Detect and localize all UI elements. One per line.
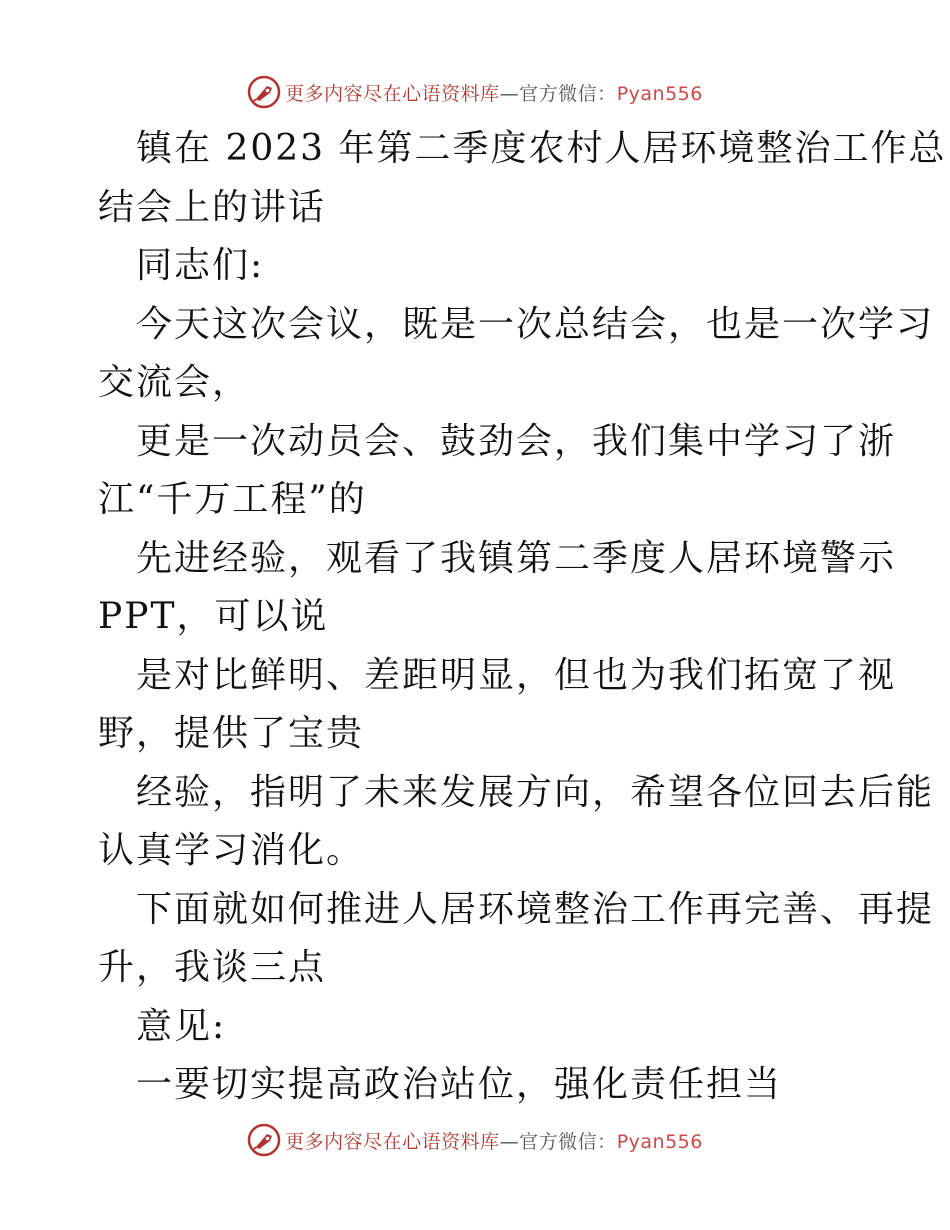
document-line: 升，我谈三点 <box>98 947 327 988</box>
document-line: 结会上的讲话 <box>98 186 327 228</box>
header-watermark <box>0 72 950 112</box>
pen-nib-logo-icon <box>247 1123 281 1157</box>
watermark-main-text: 更多内容尽在心语资料库 <box>285 1130 500 1153</box>
document-line: 是对比鲜明、差距明显，但也为我们拓宽了视 <box>136 654 897 696</box>
document-line: 经验，指明了未来发展方向，希望各位回去后能 <box>136 771 935 813</box>
document-line: 意见: <box>136 1005 227 1047</box>
watermark-wechat-id: Pyan556 <box>616 1130 703 1153</box>
document-line: 今天这次会议，既是一次总结会，也是一次学习 <box>136 303 935 345</box>
document-line: 镇在 2023 年第二季度农村人居环境整治工作总 <box>136 128 947 169</box>
pen-nib-logo-icon <box>247 75 281 109</box>
watermark-separator: — <box>499 82 520 105</box>
watermark-separator: — <box>499 1130 520 1153</box>
document-line: 江“千万工程”的 <box>98 479 367 520</box>
watermark-wechat-label: 官方微信： <box>519 82 617 105</box>
document-body <box>98 120 947 1115</box>
document-line: 下面就如何推进人居环境整治工作再完善、再提 <box>136 888 935 930</box>
footer-watermark <box>0 1120 950 1160</box>
document-line: 交流会， <box>98 362 251 403</box>
document-line: PPT，可以说 <box>98 596 329 637</box>
watermark-wechat-id: Pyan556 <box>616 82 703 105</box>
document-line: 同志们: <box>136 245 265 286</box>
watermark-main-text: 更多内容尽在心语资料库 <box>285 82 500 105</box>
document-line: 更是一次动员会、鼓劲会，我们集中学习了浙 <box>136 420 897 462</box>
document-line: 先进经验，观看了我镇第二季度人居环境警示 <box>136 537 897 579</box>
document-line: 认真学习消化。 <box>98 830 365 871</box>
document-line: 一要切实提高政治站位，强化责任担当 <box>136 1064 783 1105</box>
watermark-wechat-label: 官方微信： <box>519 1130 617 1153</box>
document-line: 野，提供了宝贵 <box>98 713 365 754</box>
